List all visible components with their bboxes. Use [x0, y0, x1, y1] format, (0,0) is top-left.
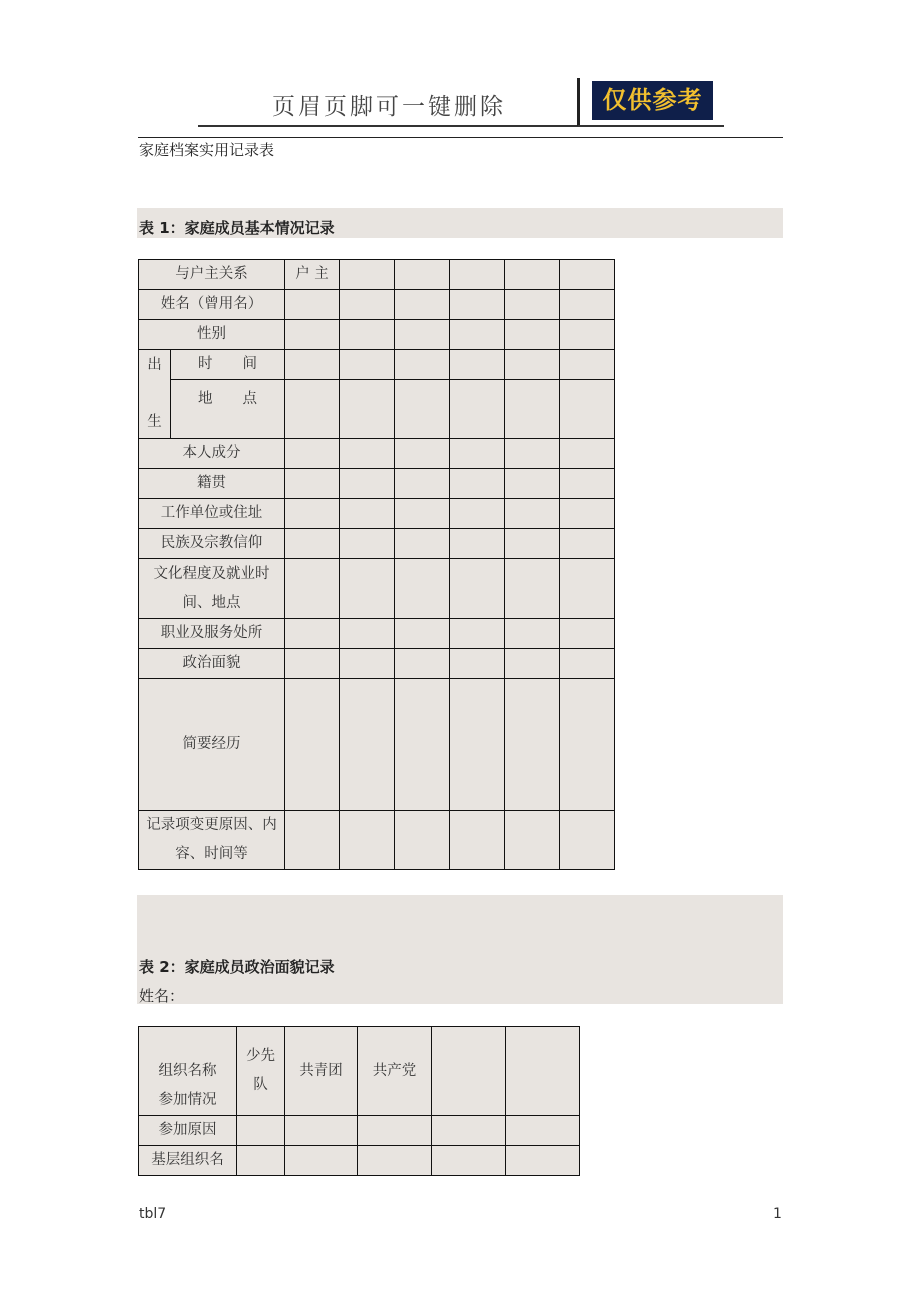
table-row: [139, 499, 615, 529]
table-cell[interactable]: [505, 529, 560, 559]
header-underline: [198, 125, 578, 127]
table-cell[interactable]: [340, 649, 395, 679]
table-cell[interactable]: [395, 320, 450, 350]
table-cell[interactable]: [450, 469, 505, 499]
education-label: [139, 559, 285, 619]
table-cell[interactable]: [450, 559, 505, 619]
table-row: [139, 679, 615, 811]
table-cell[interactable]: [505, 439, 560, 469]
table-cell[interactable]: [560, 811, 615, 870]
table-cell[interactable]: [450, 260, 505, 290]
table-row: [139, 320, 615, 350]
table-cell[interactable]: [285, 649, 340, 679]
table-cell[interactable]: [340, 260, 395, 290]
table-cell[interactable]: [340, 679, 395, 811]
table-cell[interactable]: [505, 679, 560, 811]
org-header: [139, 1027, 237, 1116]
table-row: [139, 469, 615, 499]
table-cell[interactable]: [395, 290, 450, 320]
table-row: [139, 559, 615, 619]
table-cell[interactable]: [340, 529, 395, 559]
table-cell[interactable]: [450, 679, 505, 811]
table-cell[interactable]: [340, 811, 395, 870]
education-label-line2: 间、地点: [182, 594, 241, 611]
table-cell[interactable]: [560, 380, 615, 439]
education-label-line1: 文化程度及就业时: [153, 565, 270, 582]
table-cell[interactable]: [450, 811, 505, 870]
birth-place-label: [171, 380, 285, 439]
change-label-line1: 记录项变更原因、内: [146, 817, 277, 833]
table-cell[interactable]: [560, 529, 615, 559]
table-cell[interactable]: [358, 1146, 432, 1176]
table-cell[interactable]: [395, 260, 450, 290]
reason-label: 参加原因: [139, 1116, 237, 1146]
relation-label: 与户主关系: [139, 260, 285, 290]
table-cell[interactable]: [285, 811, 340, 870]
table-cell[interactable]: [560, 679, 615, 811]
table-cell[interactable]: [560, 469, 615, 499]
table-cell[interactable]: [450, 529, 505, 559]
occupation-label: 职业及服务处所: [139, 619, 285, 649]
header-text: 页眉页脚可一键删除: [272, 94, 506, 120]
table-cell[interactable]: [285, 619, 340, 649]
table-row: [139, 619, 615, 649]
table-cell[interactable]: [285, 290, 340, 320]
table-cell[interactable]: [560, 260, 615, 290]
table-cell[interactable]: [285, 1116, 358, 1146]
birth-label-bottom: 生: [147, 414, 162, 430]
change-label-line2: 容、时间等: [175, 846, 248, 862]
table-cell[interactable]: [395, 350, 450, 380]
birth-place-a: 地: [198, 391, 213, 407]
table-cell[interactable]: [432, 1116, 506, 1146]
table-cell[interactable]: [505, 811, 560, 870]
footer-code: tbl7: [139, 1206, 167, 1222]
party-header: 共产党: [358, 1027, 432, 1116]
youth-league-header: 共青团: [285, 1027, 358, 1116]
table-row: [139, 811, 615, 870]
table-cell[interactable]: [285, 1146, 358, 1176]
birth-label-top: 出: [147, 357, 162, 373]
resume-label: 简要经历: [139, 679, 285, 811]
table-cell[interactable]: [395, 559, 450, 619]
table-cell[interactable]: [450, 380, 505, 439]
header-underline-right: [578, 125, 724, 127]
table-row: [139, 439, 615, 469]
table-cell[interactable]: [285, 499, 340, 529]
gender-label: 性别: [139, 320, 285, 350]
table-cell[interactable]: [450, 350, 505, 380]
table-cell[interactable]: [505, 469, 560, 499]
table-cell[interactable]: [395, 679, 450, 811]
table-cell[interactable]: [285, 320, 340, 350]
young-pioneers-line1: 少先: [246, 1048, 275, 1064]
table-row: [139, 260, 615, 290]
table-cell[interactable]: [450, 499, 505, 529]
table-cell[interactable]: [560, 350, 615, 380]
table-cell[interactable]: [506, 1146, 580, 1176]
table-cell[interactable]: [432, 1027, 506, 1116]
table-cell[interactable]: [340, 350, 395, 380]
table-cell[interactable]: [340, 290, 395, 320]
table-cell[interactable]: [285, 350, 340, 380]
ethnic-label: 民族及宗教信仰: [139, 529, 285, 559]
table-cell[interactable]: [395, 811, 450, 870]
table2-name-label: 姓名：: [139, 987, 185, 1005]
table-row: [139, 380, 615, 439]
table-cell[interactable]: [560, 439, 615, 469]
section2-band: [137, 895, 783, 1004]
table-cell[interactable]: [560, 619, 615, 649]
birth-group-label: [139, 350, 171, 439]
table-cell[interactable]: [506, 1116, 580, 1146]
page-number: 1: [773, 1206, 782, 1222]
table-row: [139, 529, 615, 559]
table-cell[interactable]: [560, 649, 615, 679]
family-members-table: [138, 259, 615, 870]
table-cell[interactable]: [285, 559, 340, 619]
table-cell[interactable]: [237, 1116, 285, 1146]
work-label: 工作单位或住址: [139, 499, 285, 529]
table-cell[interactable]: [285, 439, 340, 469]
header-divider: [577, 78, 580, 126]
table-row: [139, 1116, 580, 1146]
table-cell[interactable]: [340, 499, 395, 529]
table-cell[interactable]: [505, 499, 560, 529]
table-row: [139, 350, 615, 380]
table-cell[interactable]: [340, 619, 395, 649]
table-cell[interactable]: [395, 380, 450, 439]
political-affiliation-table: [138, 1026, 580, 1176]
table-cell[interactable]: [450, 619, 505, 649]
table-cell[interactable]: [560, 290, 615, 320]
table-cell[interactable]: [237, 1146, 285, 1176]
status-label: 本人成分: [139, 439, 285, 469]
table-cell[interactable]: [285, 469, 340, 499]
table-cell[interactable]: [450, 439, 505, 469]
table-cell[interactable]: [505, 559, 560, 619]
birth-time-b: 间: [242, 356, 257, 372]
table-row: [139, 649, 615, 679]
table-cell[interactable]: [395, 499, 450, 529]
table-cell[interactable]: [340, 439, 395, 469]
table-cell[interactable]: [560, 499, 615, 529]
table-cell[interactable]: [505, 619, 560, 649]
table-cell[interactable]: [560, 320, 615, 350]
table-cell[interactable]: [505, 380, 560, 439]
table-cell[interactable]: [340, 469, 395, 499]
reference-badge: 仅供参考: [592, 81, 713, 120]
table-cell[interactable]: [340, 320, 395, 350]
table-row: [139, 290, 615, 320]
table1-title: 表 1：家庭成员基本情况记录: [139, 219, 335, 237]
table-cell[interactable]: [506, 1027, 580, 1116]
head-cell: 户 主: [285, 260, 340, 290]
name-label: 姓名（曾用名）: [139, 290, 285, 320]
young-pioneers-line2: 队: [253, 1077, 268, 1093]
table-cell[interactable]: [395, 439, 450, 469]
grassroots-label: 基层组织名: [139, 1146, 237, 1176]
table-cell[interactable]: [450, 290, 505, 320]
org-header-line2: 参加情况: [158, 1092, 217, 1108]
table-cell[interactable]: [432, 1146, 506, 1176]
table-cell[interactable]: [505, 260, 560, 290]
table-row: [139, 1146, 580, 1176]
table-cell[interactable]: [505, 290, 560, 320]
origin-label: 籍贯: [139, 469, 285, 499]
table-cell[interactable]: [560, 559, 615, 619]
table-cell[interactable]: [285, 529, 340, 559]
table-cell[interactable]: [285, 380, 340, 439]
table-cell[interactable]: [395, 469, 450, 499]
table-cell[interactable]: [395, 619, 450, 649]
table-cell[interactable]: [395, 649, 450, 679]
table-cell[interactable]: [285, 679, 340, 811]
table-cell[interactable]: [340, 559, 395, 619]
table-row: [139, 1027, 580, 1116]
table-cell[interactable]: [505, 350, 560, 380]
document-title: 家庭档案实用记录表: [139, 141, 275, 159]
table2-title: 表 2：家庭成员政治面貌记录: [139, 958, 335, 976]
table-cell[interactable]: [450, 320, 505, 350]
young-pioneers-header: [237, 1027, 285, 1116]
table-cell[interactable]: [450, 649, 505, 679]
table-cell[interactable]: [340, 380, 395, 439]
table-cell[interactable]: [358, 1116, 432, 1146]
table-cell[interactable]: [505, 320, 560, 350]
change-label: [139, 811, 285, 870]
table-cell[interactable]: [395, 529, 450, 559]
header-rule: [138, 137, 783, 138]
org-header-line1: 组织名称: [158, 1063, 217, 1079]
table-cell[interactable]: [505, 649, 560, 679]
birth-time-label: [171, 350, 285, 380]
birth-place-b: 点: [242, 391, 257, 407]
political-label: 政治面貌: [139, 649, 285, 679]
birth-time-a: 时: [198, 356, 213, 372]
